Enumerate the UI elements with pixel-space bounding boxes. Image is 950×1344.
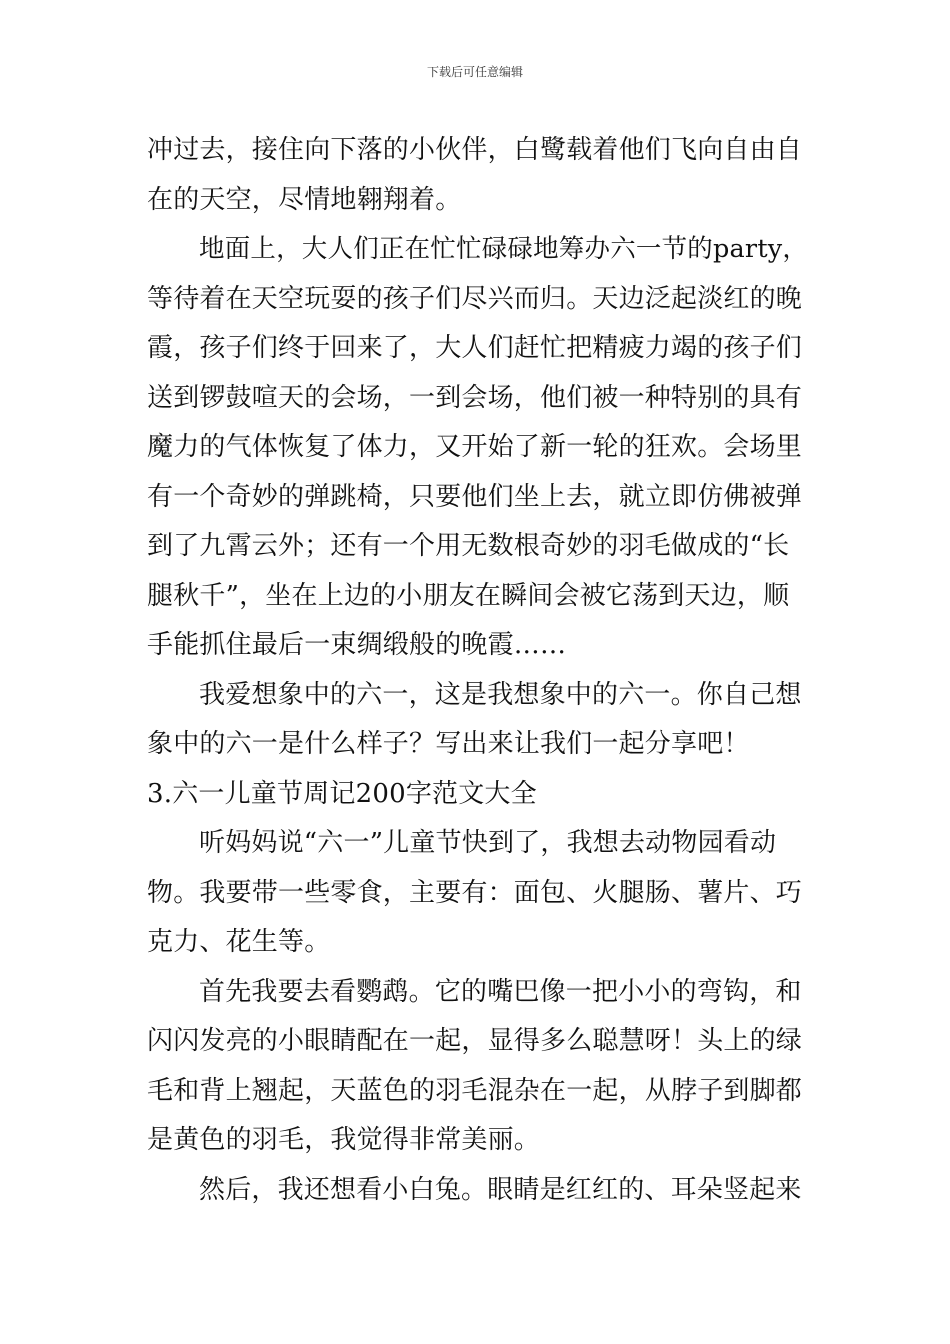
text-line: 冲过去，接住向下落的小伙伴，白鹭载着他们飞向自由自	[147, 135, 803, 165]
text-line: 在的天空，尽情地翱翔着。	[147, 184, 462, 215]
text-line: 克力、花生等。	[147, 927, 331, 957]
text-line: 象中的六一是什么样子？写出来让我们一起分享吧！	[147, 729, 750, 759]
text-line: 等待着在天空玩耍的孩子们尽兴而归。天边泛起淡红的晚	[147, 283, 803, 314]
text-line: 到了九霄云外；还有一个用无数根奇妙的羽毛做成的“长	[147, 531, 790, 561]
text-line: 有一个奇妙的弹跳椅，只要他们坐上去，就立即仿佛被弹	[147, 481, 803, 512]
text-line: 地面上，大人们正在忙忙碌碌地筹办六一节的party，	[199, 234, 809, 264]
text-line: 送到锣鼓喧天的会场，一到会场，他们被一种特别的具有	[147, 382, 803, 413]
page-header-note: 下载后可任意编辑	[426, 65, 523, 79]
text-line: 首先我要去看鹦鹉。它的嘴巴像一把小小的弯钩，和	[199, 976, 802, 1007]
text-line: 腿秋千”，坐在上边的小朋友在瞬间会被它荡到天边，顺	[147, 580, 790, 611]
text-line: 是黄色的羽毛，我觉得非常美丽。	[147, 1125, 541, 1155]
text-line: 闪闪发亮的小眼睛配在一起，显得多么聪慧呀！头上的绿	[147, 1026, 803, 1056]
text-line: 听妈妈说“六一”儿童节快到了，我想去动物园看动	[199, 828, 777, 858]
document-body	[147, 126, 812, 1215]
text-line: 手能抓住最后一束绸缎般的晚霞……	[147, 630, 567, 660]
text-line: 物。我要带一些零食，主要有：面包、火腿肠、薯片、巧	[147, 877, 803, 908]
text-line: 然后，我还想看小白兔。眼睛是红红的、耳朵竖起来	[199, 1174, 802, 1205]
text-line: 我爱想象中的六一，这是我想象中的六一。你自己想	[199, 679, 802, 710]
text-line: 毛和背上翘起，天蓝色的羽毛混杂在一起，从脖子到脚都	[147, 1075, 803, 1106]
text-line: 霞，孩子们终于回来了，大人们赶忙把精疲力竭的孩子们	[147, 333, 803, 363]
text-line: 3.六一儿童节周记200字范文大全	[147, 778, 537, 809]
text-line: 魔力的气体恢复了体力，又开始了新一轮的狂欢。会场里	[147, 432, 803, 462]
